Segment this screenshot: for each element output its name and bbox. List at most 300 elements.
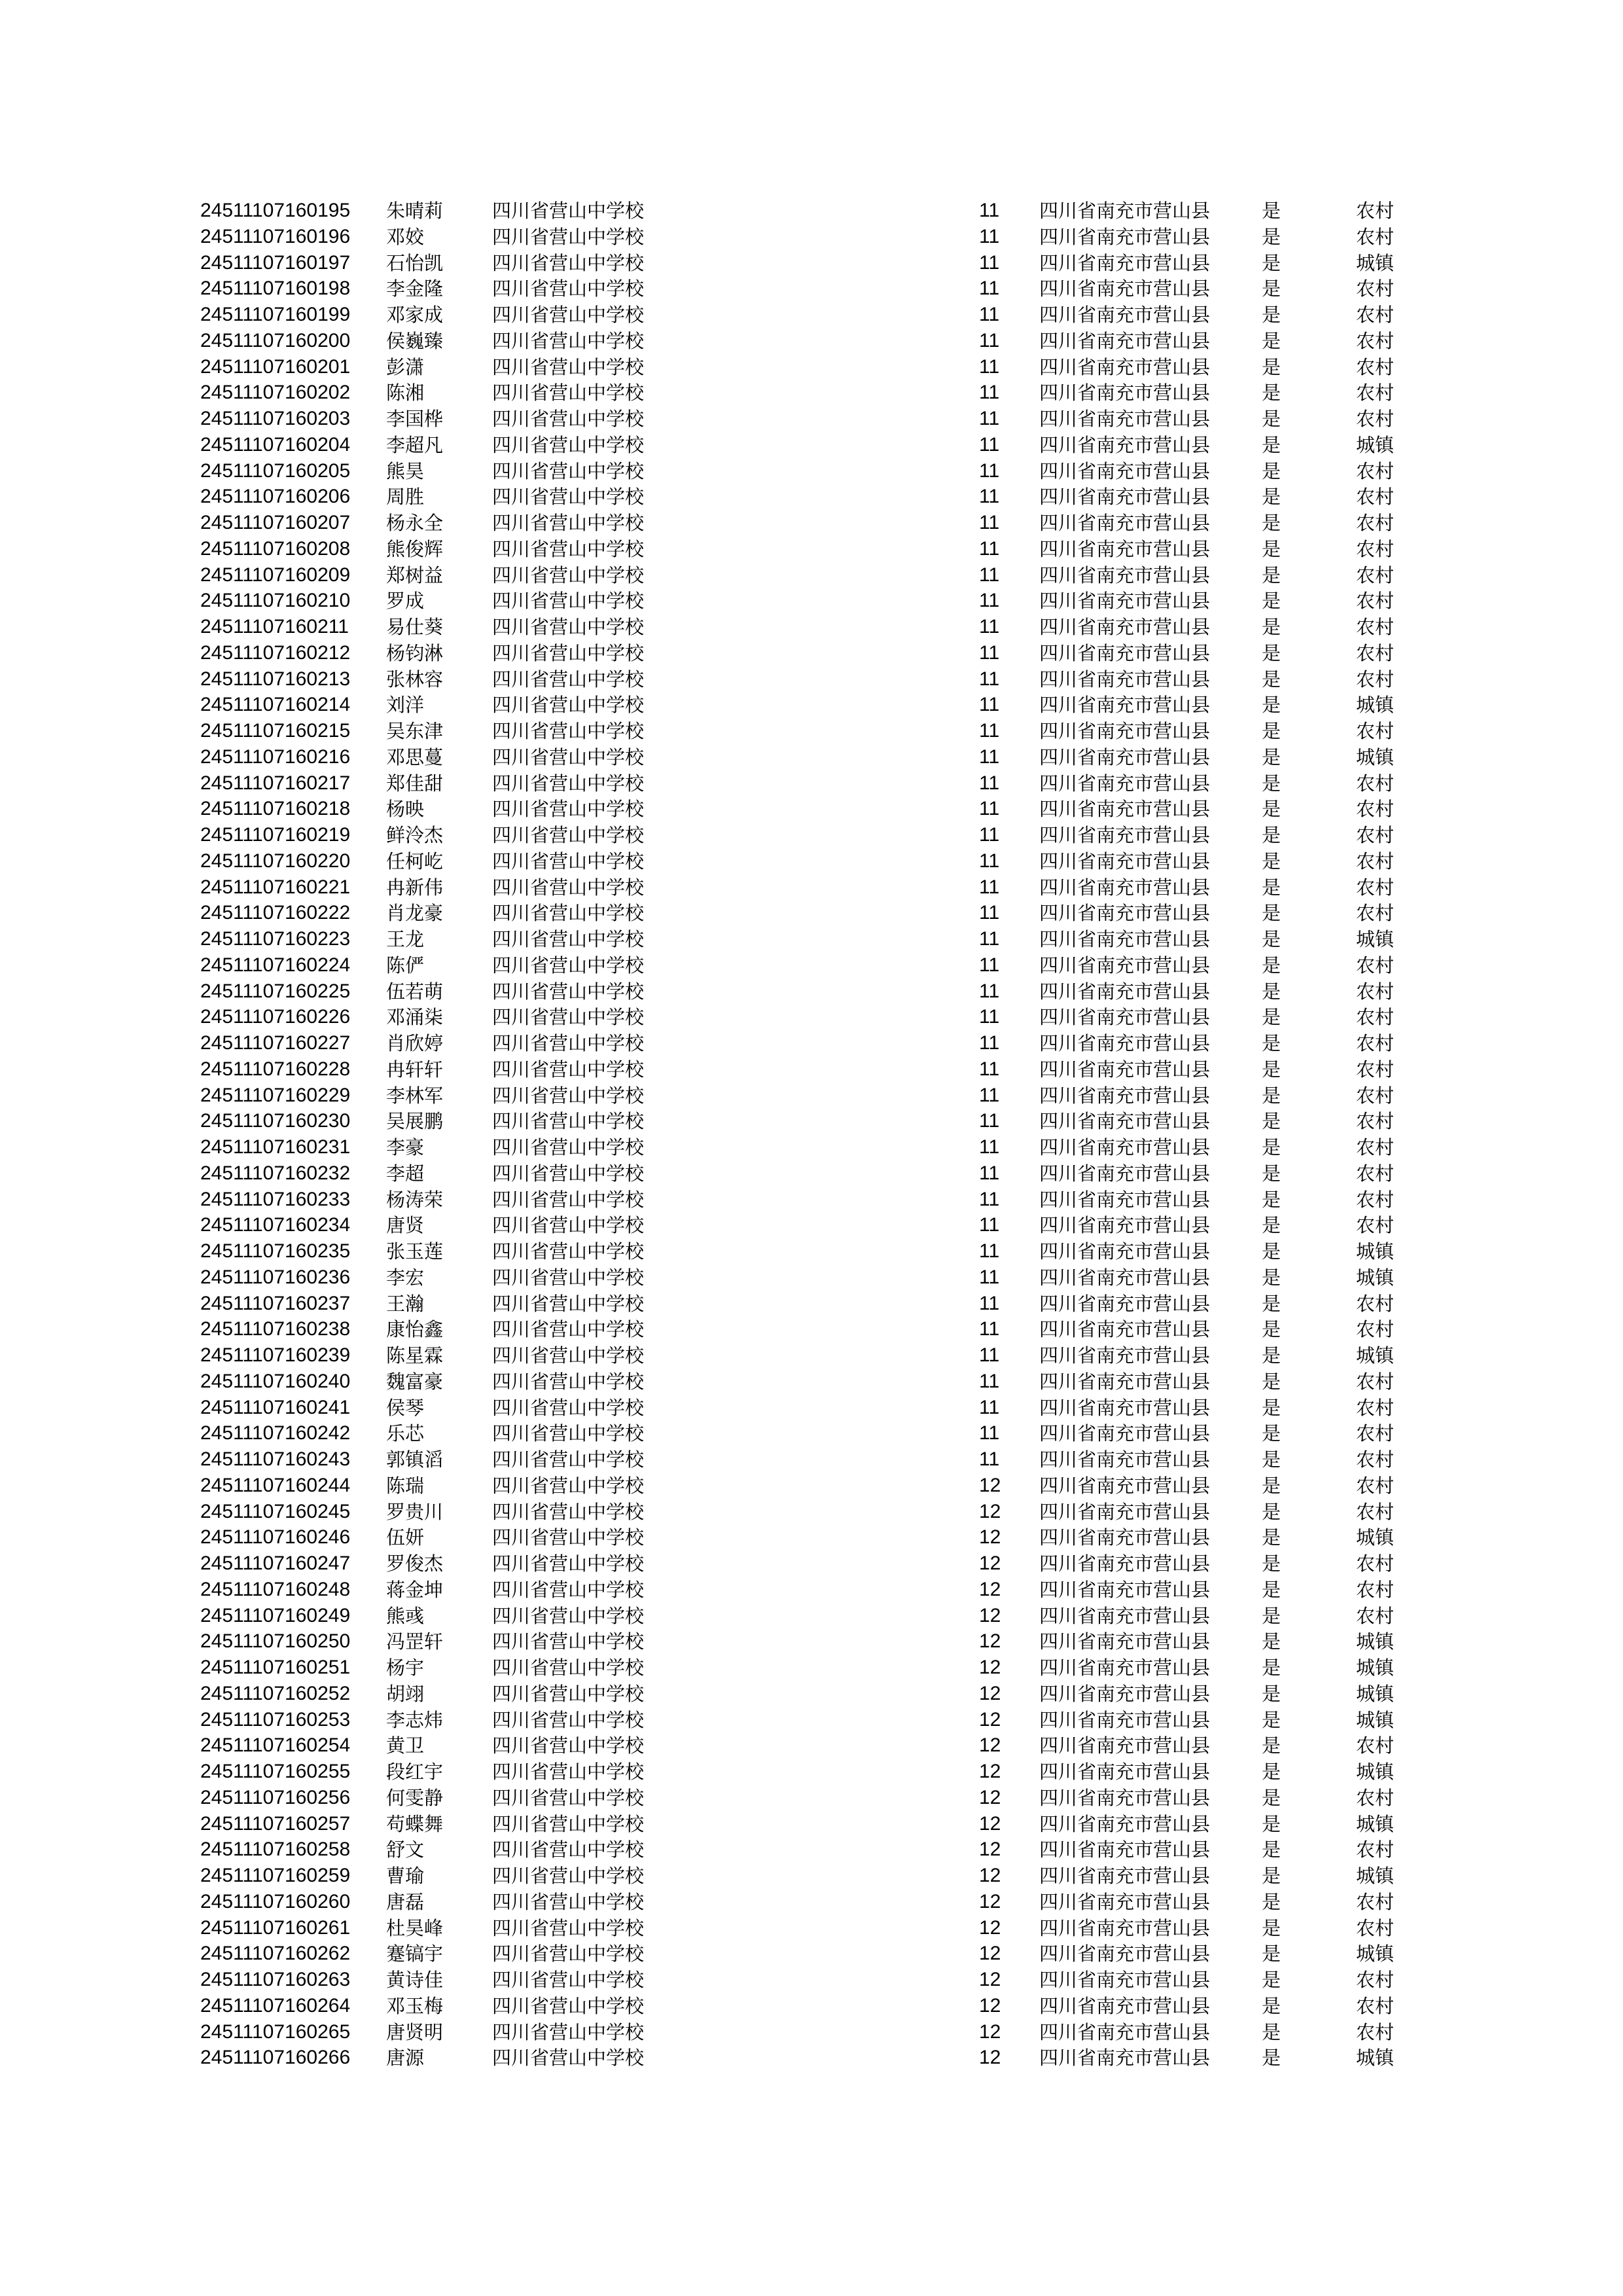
cell-grade: 12 xyxy=(979,1786,1001,1808)
cell-region: 四川省南充市营山县 xyxy=(1039,720,1211,742)
cell-area: 城镇 xyxy=(1356,1240,1395,1263)
cell-id: 24511107160206 xyxy=(200,486,351,508)
cell-region: 四川省南充市营山县 xyxy=(1039,1839,1211,1861)
cell-id: 24511107160263 xyxy=(200,1969,351,1990)
table-row xyxy=(0,1759,1623,1785)
cell-flag: 是 xyxy=(1262,512,1281,534)
table-row xyxy=(0,198,1623,224)
cell-flag: 是 xyxy=(1262,928,1281,950)
cell-id: 24511107160241 xyxy=(200,1396,351,1418)
cell-school: 四川省营山中学校 xyxy=(492,1994,645,2017)
cell-region: 四川省南充市营山县 xyxy=(1039,1761,1211,1783)
cell-name: 唐贤明 xyxy=(386,2020,444,2043)
cell-grade: 11 xyxy=(979,641,1000,664)
cell-flag: 是 xyxy=(1262,1916,1281,1939)
cell-flag: 是 xyxy=(1262,1474,1281,1497)
cell-flag: 是 xyxy=(1262,1032,1281,1054)
cell-school: 四川省营山中学校 xyxy=(492,251,645,274)
table-row xyxy=(0,354,1623,380)
cell-name: 王瀚 xyxy=(386,1292,425,1315)
cell-area: 城镇 xyxy=(1356,1708,1395,1731)
cell-flag: 是 xyxy=(1262,1786,1281,1809)
cell-flag: 是 xyxy=(1262,459,1281,482)
cell-school: 四川省营山中学校 xyxy=(492,772,645,795)
cell-flag: 是 xyxy=(1262,1578,1281,1601)
cell-flag: 是 xyxy=(1262,980,1281,1003)
table-row xyxy=(0,1707,1623,1733)
cell-grade: 11 xyxy=(979,590,1000,612)
table-row xyxy=(0,666,1623,692)
table-row xyxy=(0,1342,1623,1369)
table-row xyxy=(0,224,1623,250)
cell-flag: 是 xyxy=(1262,355,1281,378)
cell-name: 冯罡轩 xyxy=(386,1630,444,1653)
cell-school: 四川省营山中学校 xyxy=(492,1292,645,1315)
cell-id: 24511107160228 xyxy=(200,1058,351,1080)
cell-id: 24511107160203 xyxy=(200,408,351,429)
table-row xyxy=(0,1915,1623,1941)
table-row xyxy=(0,1420,1623,1446)
cell-region: 四川省南充市营山县 xyxy=(1039,382,1211,404)
table-row xyxy=(0,1238,1623,1265)
cell-grade: 12 xyxy=(979,2047,1001,2069)
cell-grade: 12 xyxy=(979,1890,1001,1912)
cell-id: 24511107160224 xyxy=(200,954,351,976)
table-row xyxy=(0,1628,1623,1655)
cell-area: 农村 xyxy=(1356,1214,1395,1237)
cell-region: 四川省南充市营山县 xyxy=(1039,564,1211,586)
cell-area: 农村 xyxy=(1356,564,1395,586)
cell-school: 四川省营山中学校 xyxy=(492,486,645,509)
cell-region: 四川省南充市营山县 xyxy=(1039,1812,1211,1835)
table-row xyxy=(0,276,1623,302)
cell-region: 四川省南充市营山县 xyxy=(1039,1916,1211,1939)
cell-flag: 是 xyxy=(1262,1266,1281,1289)
cell-region: 四川省南充市营山县 xyxy=(1039,278,1211,300)
cell-id: 24511107160199 xyxy=(200,304,351,325)
cell-name: 蒋金坤 xyxy=(386,1578,444,1601)
cell-flag: 是 xyxy=(1262,486,1281,509)
cell-grade: 12 xyxy=(979,1578,1001,1600)
cell-id: 24511107160216 xyxy=(200,745,351,768)
cell-name: 罗成 xyxy=(386,590,425,613)
cell-id: 24511107160226 xyxy=(200,1006,351,1028)
cell-id: 24511107160220 xyxy=(200,850,351,872)
table-row xyxy=(0,1524,1623,1551)
cell-name: 侯琴 xyxy=(386,1396,425,1419)
cell-school: 四川省营山中学校 xyxy=(492,1266,645,1289)
cell-name: 李宏 xyxy=(386,1266,425,1289)
cell-flag: 是 xyxy=(1262,251,1281,274)
cell-id: 24511107160204 xyxy=(200,433,351,456)
cell-id: 24511107160212 xyxy=(200,641,351,664)
cell-name: 苟蝶舞 xyxy=(386,1812,444,1835)
cell-school: 四川省营山中学校 xyxy=(492,1006,645,1029)
cell-area: 农村 xyxy=(1356,225,1395,248)
cell-grade: 12 xyxy=(979,2020,1001,2043)
cell-region: 四川省南充市营山县 xyxy=(1039,1526,1211,1549)
cell-region: 四川省南充市营山县 xyxy=(1039,1865,1211,1887)
cell-name: 伍若萌 xyxy=(386,980,444,1003)
cell-id: 24511107160213 xyxy=(200,668,351,690)
cell-flag: 是 xyxy=(1262,720,1281,742)
cell-area: 农村 xyxy=(1356,1734,1395,1757)
cell-region: 四川省南充市营山县 xyxy=(1039,668,1211,691)
cell-grade: 12 xyxy=(979,1969,1001,1990)
cell-school: 四川省营山中学校 xyxy=(492,225,645,248)
cell-grade: 11 xyxy=(979,954,1000,976)
cell-grade: 12 xyxy=(979,1994,1001,2017)
cell-id: 24511107160195 xyxy=(200,200,351,221)
cell-id: 24511107160238 xyxy=(200,1318,351,1340)
cell-name: 熊彧 xyxy=(386,1604,425,1627)
cell-flag: 是 xyxy=(1262,1630,1281,1653)
cell-id: 24511107160211 xyxy=(200,616,349,637)
cell-area: 农村 xyxy=(1356,1786,1395,1809)
cell-school: 四川省营山中学校 xyxy=(492,355,645,378)
cell-school: 四川省营山中学校 xyxy=(492,1240,645,1263)
cell-school: 四川省营山中学校 xyxy=(492,1474,645,1497)
cell-area: 农村 xyxy=(1356,590,1395,613)
cell-flag: 是 xyxy=(1262,1188,1281,1211)
cell-grade: 11 xyxy=(979,1422,1000,1444)
cell-name: 曹瑜 xyxy=(386,1865,425,1887)
cell-flag: 是 xyxy=(1262,1006,1281,1029)
cell-flag: 是 xyxy=(1262,954,1281,977)
cell-id: 24511107160254 xyxy=(200,1734,351,1757)
cell-school: 四川省营山中学校 xyxy=(492,1969,645,1991)
cell-name: 朱晴莉 xyxy=(386,200,444,222)
table-row xyxy=(0,718,1623,744)
table-row xyxy=(0,328,1623,354)
cell-area: 农村 xyxy=(1356,1890,1395,1913)
cell-name: 李豪 xyxy=(386,1136,425,1158)
cell-school: 四川省营山中学校 xyxy=(492,1916,645,1939)
cell-id: 24511107160259 xyxy=(200,1865,351,1886)
cell-region: 四川省南充市营山县 xyxy=(1039,1422,1211,1445)
cell-region: 四川省南充市营山县 xyxy=(1039,512,1211,534)
cell-area: 城镇 xyxy=(1356,694,1395,717)
cell-grade: 12 xyxy=(979,1865,1001,1886)
cell-area: 农村 xyxy=(1356,1916,1395,1939)
cell-name: 唐贤 xyxy=(386,1214,425,1237)
cell-grade: 11 xyxy=(979,928,1000,950)
cell-area: 农村 xyxy=(1356,355,1395,378)
cell-grade: 12 xyxy=(979,1761,1001,1782)
cell-school: 四川省营山中学校 xyxy=(492,1214,645,1237)
cell-area: 农村 xyxy=(1356,1162,1395,1185)
cell-area: 农村 xyxy=(1356,1552,1395,1575)
cell-id: 24511107160266 xyxy=(200,2047,351,2069)
cell-region: 四川省南充市营山县 xyxy=(1039,1500,1211,1523)
cell-name: 黄诗佳 xyxy=(386,1969,444,1991)
cell-area: 农村 xyxy=(1356,1500,1395,1523)
cell-region: 四川省南充市营山县 xyxy=(1039,1604,1211,1627)
cell-area: 农村 xyxy=(1356,850,1395,872)
cell-name: 陈瑞 xyxy=(386,1474,425,1497)
cell-name: 舒文 xyxy=(386,1839,425,1861)
cell-id: 24511107160208 xyxy=(200,537,351,560)
cell-flag: 是 xyxy=(1262,1552,1281,1575)
table-row xyxy=(0,978,1623,1005)
cell-school: 四川省营山中学校 xyxy=(492,329,645,352)
cell-id: 24511107160229 xyxy=(200,1084,351,1106)
cell-name: 魏富豪 xyxy=(386,1370,444,1393)
cell-id: 24511107160209 xyxy=(200,564,351,586)
cell-school: 四川省营山中学校 xyxy=(492,2020,645,2043)
cell-name: 李林军 xyxy=(386,1084,444,1107)
cell-area: 农村 xyxy=(1356,1058,1395,1081)
cell-area: 农村 xyxy=(1356,1370,1395,1393)
cell-grade: 11 xyxy=(979,694,1000,716)
cell-flag: 是 xyxy=(1262,382,1281,404)
cell-grade: 11 xyxy=(979,225,1000,247)
cell-area: 农村 xyxy=(1356,772,1395,795)
cell-grade: 12 xyxy=(979,1526,1001,1549)
cell-id: 24511107160243 xyxy=(200,1448,351,1470)
table-row xyxy=(0,952,1623,978)
cell-name: 康怡鑫 xyxy=(386,1318,444,1341)
cell-area: 农村 xyxy=(1356,1032,1395,1054)
cell-grade: 11 xyxy=(979,1110,1000,1132)
cell-id: 24511107160236 xyxy=(200,1266,351,1288)
cell-school: 四川省营山中学校 xyxy=(492,1812,645,1835)
cell-school: 四川省营山中学校 xyxy=(492,1162,645,1185)
cell-name: 乐芯 xyxy=(386,1422,425,1445)
cell-region: 四川省南充市营山县 xyxy=(1039,1214,1211,1237)
cell-grade: 11 xyxy=(979,720,1000,742)
cell-grade: 11 xyxy=(979,745,1000,768)
cell-flag: 是 xyxy=(1262,564,1281,586)
cell-id: 24511107160257 xyxy=(200,1812,351,1835)
cell-name: 杨映 xyxy=(386,798,425,821)
cell-school: 四川省营山中学校 xyxy=(492,902,645,925)
cell-area: 农村 xyxy=(1356,1084,1395,1107)
cell-flag: 是 xyxy=(1262,304,1281,326)
cell-area: 城镇 xyxy=(1356,1812,1395,1835)
cell-flag: 是 xyxy=(1262,590,1281,613)
table-row xyxy=(0,536,1623,562)
cell-grade: 11 xyxy=(979,772,1000,794)
cell-school: 四川省营山中学校 xyxy=(492,1865,645,1887)
cell-region: 四川省南充市营山县 xyxy=(1039,954,1211,977)
cell-id: 24511107160222 xyxy=(200,902,351,924)
cell-name: 张玉莲 xyxy=(386,1240,444,1263)
cell-school: 四川省营山中学校 xyxy=(492,1578,645,1601)
cell-area: 农村 xyxy=(1356,1604,1395,1627)
cell-id: 24511107160207 xyxy=(200,512,351,533)
cell-area: 城镇 xyxy=(1356,745,1395,768)
cell-region: 四川省南充市营山县 xyxy=(1039,1943,1211,1965)
cell-region: 四川省南充市营山县 xyxy=(1039,850,1211,872)
cell-school: 四川省营山中学校 xyxy=(492,1370,645,1393)
table-row xyxy=(0,1941,1623,1967)
cell-area: 城镇 xyxy=(1356,1344,1395,1367)
cell-region: 四川省南充市营山县 xyxy=(1039,1188,1211,1211)
cell-flag: 是 xyxy=(1262,1214,1281,1237)
cell-area: 农村 xyxy=(1356,954,1395,977)
table-row xyxy=(0,1681,1623,1707)
cell-flag: 是 xyxy=(1262,668,1281,691)
cell-region: 四川省南充市营山县 xyxy=(1039,1630,1211,1653)
cell-area: 农村 xyxy=(1356,512,1395,534)
cell-region: 四川省南充市营山县 xyxy=(1039,1734,1211,1757)
table-row xyxy=(0,484,1623,510)
cell-id: 24511107160250 xyxy=(200,1630,351,1653)
cell-area: 农村 xyxy=(1356,329,1395,352)
table-row xyxy=(0,562,1623,588)
cell-grade: 11 xyxy=(979,486,1000,508)
cell-area: 城镇 xyxy=(1356,1266,1395,1289)
cell-id: 24511107160223 xyxy=(200,928,351,950)
cell-region: 四川省南充市营山县 xyxy=(1039,329,1211,352)
cell-id: 24511107160251 xyxy=(200,1657,351,1678)
cell-grade: 11 xyxy=(979,1448,1000,1470)
cell-name: 彭潇 xyxy=(386,355,425,378)
cell-flag: 是 xyxy=(1262,1058,1281,1081)
cell-id: 24511107160201 xyxy=(200,355,351,378)
cell-school: 四川省营山中学校 xyxy=(492,616,645,638)
cell-id: 24511107160262 xyxy=(200,1943,351,1965)
cell-name: 何雯静 xyxy=(386,1786,444,1809)
cell-name: 张林容 xyxy=(386,668,444,691)
cell-flag: 是 xyxy=(1262,902,1281,925)
cell-id: 24511107160196 xyxy=(200,225,351,247)
cell-name: 罗贵川 xyxy=(386,1500,444,1523)
cell-grade: 11 xyxy=(979,329,1000,351)
cell-grade: 11 xyxy=(979,1240,1000,1262)
cell-region: 四川省南充市营山县 xyxy=(1039,616,1211,638)
table-row xyxy=(0,1395,1623,1421)
cell-grade: 12 xyxy=(979,1734,1001,1757)
cell-flag: 是 xyxy=(1262,1448,1281,1471)
cell-school: 四川省营山中学校 xyxy=(492,980,645,1003)
cell-school: 四川省营山中学校 xyxy=(492,1448,645,1471)
cell-grade: 12 xyxy=(979,1604,1001,1626)
table-row xyxy=(0,1967,1623,1993)
cell-name: 邓姣 xyxy=(386,225,425,248)
cell-flag: 是 xyxy=(1262,798,1281,821)
cell-id: 24511107160248 xyxy=(200,1578,351,1600)
cell-name: 蹇镐宇 xyxy=(386,1943,444,1965)
cell-area: 城镇 xyxy=(1356,433,1395,456)
cell-region: 四川省南充市营山县 xyxy=(1039,1266,1211,1289)
table-row xyxy=(0,1863,1623,1889)
cell-school: 四川省营山中学校 xyxy=(492,1734,645,1757)
cell-region: 四川省南充市营山县 xyxy=(1039,1890,1211,1913)
cell-id: 24511107160246 xyxy=(200,1526,351,1549)
cell-area: 农村 xyxy=(1356,980,1395,1003)
cell-area: 农村 xyxy=(1356,1994,1395,2017)
cell-grade: 12 xyxy=(979,1916,1001,1939)
cell-id: 24511107160225 xyxy=(200,980,351,1002)
cell-flag: 是 xyxy=(1262,1136,1281,1158)
cell-id: 24511107160221 xyxy=(200,876,351,898)
cell-id: 24511107160200 xyxy=(200,329,351,351)
cell-area: 农村 xyxy=(1356,459,1395,482)
cell-name: 陈俨 xyxy=(386,954,425,977)
cell-id: 24511107160244 xyxy=(200,1474,351,1496)
cell-flag: 是 xyxy=(1262,1890,1281,1913)
table-row xyxy=(0,406,1623,432)
cell-area: 城镇 xyxy=(1356,1630,1395,1653)
cell-name: 肖龙豪 xyxy=(386,902,444,925)
cell-area: 农村 xyxy=(1356,824,1395,846)
cell-id: 24511107160227 xyxy=(200,1032,351,1054)
cell-id: 24511107160264 xyxy=(200,1994,351,2017)
cell-school: 四川省营山中学校 xyxy=(492,1761,645,1783)
cell-grade: 11 xyxy=(979,512,1000,533)
cell-grade: 11 xyxy=(979,876,1000,898)
cell-id: 24511107160258 xyxy=(200,1839,351,1861)
cell-flag: 是 xyxy=(1262,537,1281,560)
cell-region: 四川省南充市营山县 xyxy=(1039,772,1211,795)
cell-area: 农村 xyxy=(1356,278,1395,300)
cell-flag: 是 xyxy=(1262,1318,1281,1341)
cell-grade: 11 xyxy=(979,1292,1000,1314)
table-row xyxy=(0,458,1623,484)
cell-school: 四川省营山中学校 xyxy=(492,668,645,691)
cell-region: 四川省南充市营山县 xyxy=(1039,225,1211,248)
cell-name: 肖欣婷 xyxy=(386,1032,444,1054)
cell-name: 杜昊峰 xyxy=(386,1916,444,1939)
cell-grade: 11 xyxy=(979,1188,1000,1210)
cell-name: 黄卫 xyxy=(386,1734,425,1757)
cell-id: 24511107160249 xyxy=(200,1604,351,1626)
table-row xyxy=(0,380,1623,406)
cell-grade: 11 xyxy=(979,850,1000,872)
cell-region: 四川省南充市营山县 xyxy=(1039,2020,1211,2043)
cell-grade: 11 xyxy=(979,200,1000,221)
cell-flag: 是 xyxy=(1262,1110,1281,1133)
cell-grade: 11 xyxy=(979,564,1000,586)
cell-name: 侯巍臻 xyxy=(386,329,444,352)
table-row xyxy=(0,588,1623,614)
cell-school: 四川省营山中学校 xyxy=(492,1396,645,1419)
cell-grade: 11 xyxy=(979,1266,1000,1288)
cell-area: 农村 xyxy=(1356,408,1395,430)
table-row xyxy=(0,302,1623,328)
table-row xyxy=(0,1291,1623,1317)
cell-region: 四川省南充市营山县 xyxy=(1039,1006,1211,1029)
cell-grade: 11 xyxy=(979,1214,1000,1236)
cell-flag: 是 xyxy=(1262,1604,1281,1627)
cell-school: 四川省营山中学校 xyxy=(492,1943,645,1965)
cell-area: 农村 xyxy=(1356,1188,1395,1211)
cell-flag: 是 xyxy=(1262,694,1281,717)
cell-name: 陈湘 xyxy=(386,382,425,404)
cell-id: 24511107160260 xyxy=(200,1890,351,1912)
cell-flag: 是 xyxy=(1262,641,1281,664)
cell-region: 四川省南充市营山县 xyxy=(1039,1084,1211,1107)
table-row xyxy=(0,1030,1623,1056)
cell-flag: 是 xyxy=(1262,1865,1281,1887)
cell-flag: 是 xyxy=(1262,2020,1281,2043)
cell-flag: 是 xyxy=(1262,1344,1281,1367)
cell-grade: 12 xyxy=(979,1657,1001,1678)
cell-region: 四川省南充市营山县 xyxy=(1039,408,1211,430)
cell-grade: 11 xyxy=(979,1058,1000,1080)
cell-name: 李超 xyxy=(386,1162,425,1185)
cell-region: 四川省南充市营山县 xyxy=(1039,355,1211,378)
cell-flag: 是 xyxy=(1262,1084,1281,1107)
cell-school: 四川省营山中学校 xyxy=(492,512,645,534)
cell-name: 易仕葵 xyxy=(386,616,444,638)
cell-id: 24511107160265 xyxy=(200,2020,351,2043)
cell-flag: 是 xyxy=(1262,1657,1281,1679)
cell-school: 四川省营山中学校 xyxy=(492,590,645,613)
cell-area: 农村 xyxy=(1356,668,1395,691)
